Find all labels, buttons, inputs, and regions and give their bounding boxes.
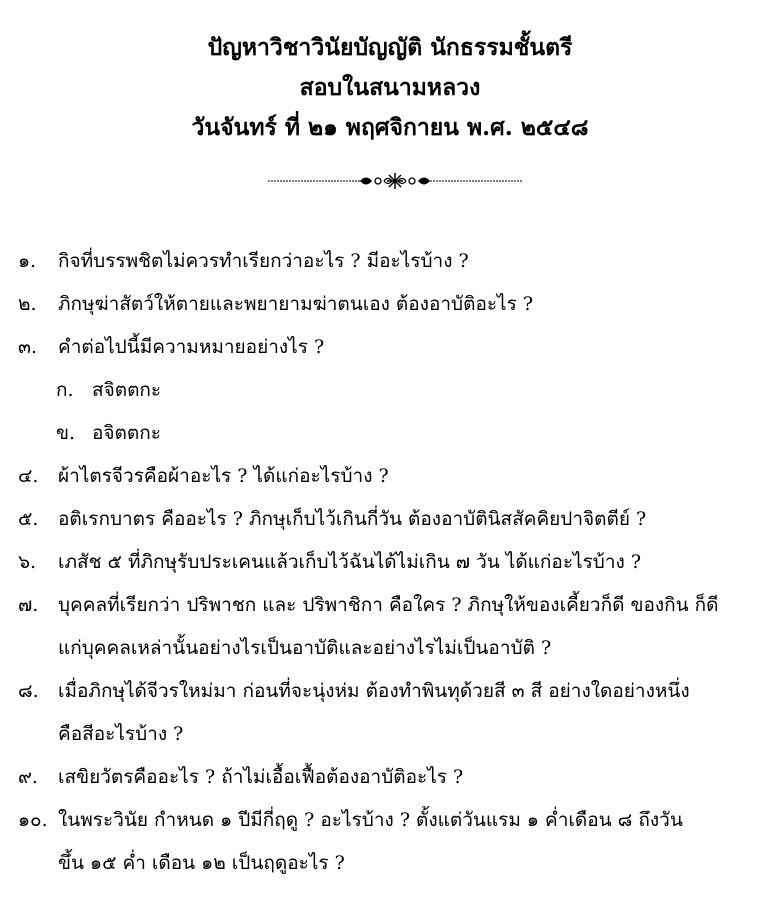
question-text: เมื่อภิกษุได้จีวรใหม่มา ก่อนที่จะนุ่งห่ม ต้องทำพินทุด้วยสี ๓ สี อย่างใดอย่างหนึ่ง — [58, 680, 690, 702]
question-text: อติเรกบาตร คืออะไร ? ภิกษุเก็บไว้เกินกี่วัน ต้องอาบัตินิสสัคคิยปาจิตตีย์ ? — [58, 508, 647, 530]
question-continuation — [18, 627, 768, 670]
sub-item-text: อจิตตกะ — [92, 422, 161, 444]
exam-date: วันจันทร์ ที่ ๒๑ พฤศจิกายน พ.ศ. ๒๕๔๘ — [191, 114, 589, 141]
question-item — [18, 584, 768, 627]
question-text: กิจที่บรรพชิตไม่ควรทำเรียกว่าอะไร ? มีอะไรบ้าง ? — [58, 250, 469, 272]
question-text: ผ้าไตรจีวรคือผ้าอะไร ? ได้แก่อะไรบ้าง ? — [58, 465, 389, 487]
question-number: ๕. — [18, 508, 39, 530]
question-number: ๑. — [18, 250, 37, 272]
question-item — [18, 756, 768, 799]
sub-item-text: สจิตตกะ — [92, 379, 162, 401]
question-item — [18, 240, 768, 283]
question-text: บุคคลที่เรียกว่า ปริพาชก และ ปริพาชิกา คือใคร ? ภิกษุให้ของเคี้ยวก็ดี ของกิน ก็ดี — [58, 594, 719, 616]
question-item — [18, 541, 768, 584]
question-item — [18, 455, 768, 498]
question-text: แก่บุคคลเหล่านั้นอย่างไรเป็นอาบัติและอย่างไรไม่เป็นอาบัติ ? — [58, 637, 552, 659]
question-number: ๑๐. — [18, 809, 48, 831]
question-item — [18, 283, 768, 326]
question-number: ๖. — [18, 551, 37, 573]
question-continuation — [18, 842, 768, 885]
question-text: เสขิยวัตรคืออะไร ? ถ้าไม่เอื้อเฟื้อต้องอาบัติอะไร ? — [58, 766, 464, 788]
exam-subtitle: สอบในสนามหลวง — [299, 74, 481, 101]
question-number: ๔. — [18, 465, 39, 487]
question-number: ๗. — [18, 594, 39, 616]
question-number: ๘. — [18, 680, 39, 702]
sub-item — [18, 412, 768, 455]
question-number: ๙. — [18, 766, 38, 788]
sub-item-label: ก. — [56, 379, 74, 401]
question-text: ขึ้น ๑๕ ค่ำ เดือน ๑๒ เป็นฤดูอะไร ? — [58, 852, 345, 874]
question-item — [18, 670, 768, 713]
question-text: ภิกษุฆ่าสัตว์ให้ตายและพยายามฆ่าตนเอง ต้องอาบัติอะไร ? — [58, 293, 534, 315]
question-text: ในพระวินัย กำหนด ๑ ปีมีกี่ฤดู ? อะไรบ้าง ? ตั้งแต่วันแรม ๑ ค่ำเดือน ๘ ถึงวัน — [58, 809, 683, 831]
exam-title: ปัญหาวิชาวินัยบัญญัติ นักธรรมชั้นตรี — [207, 34, 573, 61]
question-item — [18, 498, 768, 541]
question-continuation — [18, 713, 768, 756]
question-text: คำต่อไปนี้มีความหมายอย่างไร ? — [58, 336, 325, 358]
question-text: คือสีอะไรบ้าง ? — [58, 723, 184, 745]
exam-header — [0, 28, 780, 148]
sub-item — [18, 369, 768, 412]
ornament-divider — [268, 168, 522, 194]
question-item — [18, 326, 768, 369]
question-number: ๒. — [18, 293, 37, 315]
question-number: ๓. — [18, 336, 38, 358]
sub-item-label: ข. — [56, 422, 76, 444]
question-item — [18, 799, 768, 842]
question-text: เภสัช ๕ ที่ภิกษุรับประเคนแล้วเก็บไว้ฉันได้ไม่เกิน ๗ วัน ได้แก่อะไรบ้าง ? — [58, 551, 642, 573]
question-list — [18, 240, 768, 885]
